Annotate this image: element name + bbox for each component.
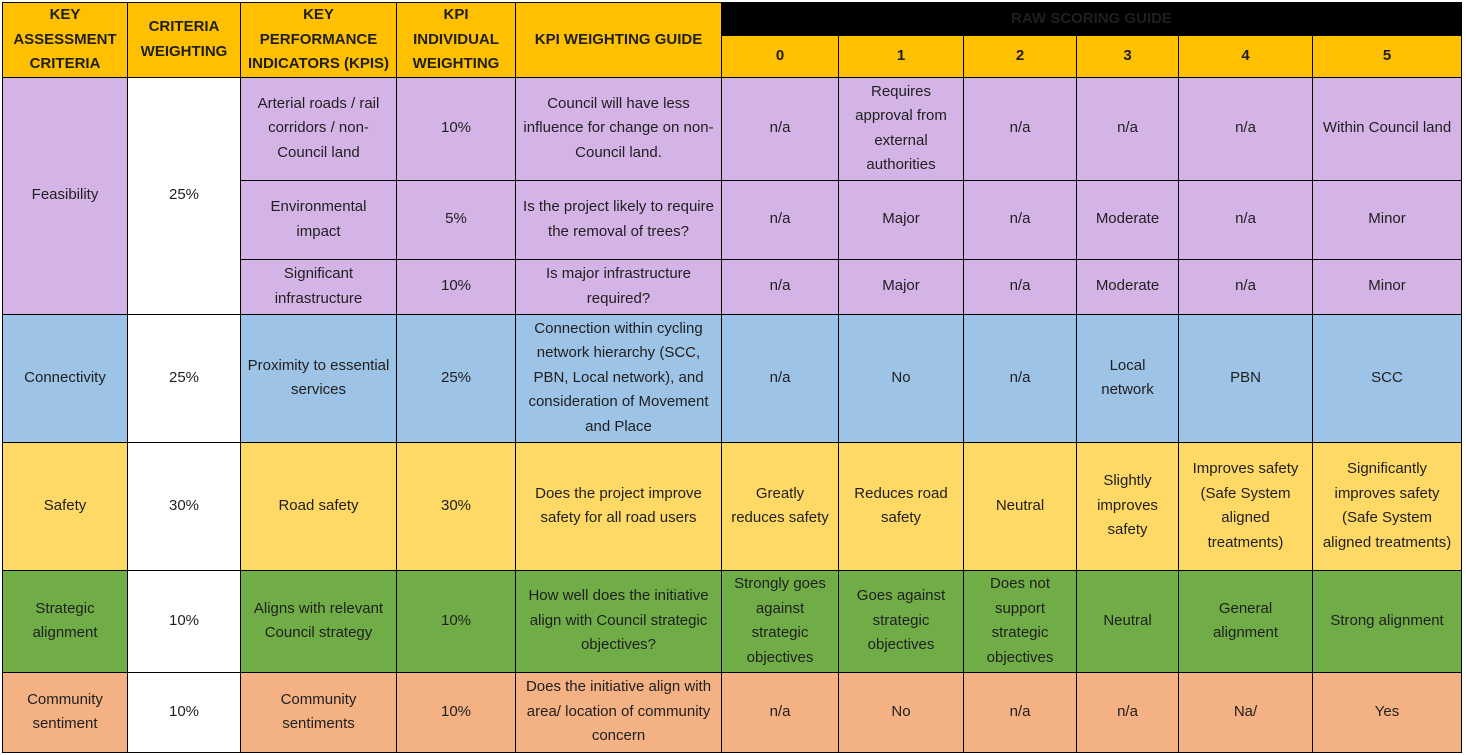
score-cell: Slightly improves safety [1077, 442, 1179, 570]
score-cell: Goes against strategic objectives [839, 570, 964, 672]
table-row [3, 314, 1462, 442]
score-cell: n/a [1077, 672, 1179, 752]
score-cell: n/a [964, 672, 1077, 752]
score-cell: Reduces road safety [839, 442, 964, 570]
score-cell: Yes [1313, 672, 1462, 752]
score-cell: n/a [1179, 77, 1313, 180]
criteria-community-sentiment: Community sentiment [3, 672, 128, 752]
kpi-guide-cell: Is the project likely to require the removal of trees? [516, 180, 722, 259]
table-row [3, 570, 1462, 672]
header-criteria-weighting: CRITERIA WEIGHTING [128, 3, 241, 78]
kpi-guide-cell: Is major infrastructure required? [516, 259, 722, 314]
header-kpi-weighting: KPI INDIVIDUAL WEIGHTING [397, 3, 516, 78]
kpi-weight-cell: 10% [397, 77, 516, 180]
score-cell: Within Council land [1313, 77, 1462, 180]
score-cell: Major [839, 180, 964, 259]
header-kpi-guide: KPI WEIGHTING GUIDE [516, 3, 722, 78]
kpi-weight-cell: 25% [397, 314, 516, 442]
kpi-weight-cell: 30% [397, 442, 516, 570]
header-raw-scoring-guide: RAW SCORING GUIDE [722, 3, 1462, 36]
score-cell: Neutral [964, 442, 1077, 570]
kpi-cell: Environmental impact [241, 180, 397, 259]
score-cell: n/a [722, 314, 839, 442]
score-cell: n/a [964, 259, 1077, 314]
criteria-connectivity: Connectivity [3, 314, 128, 442]
kpi-guide-cell: Council will have less influence for change on non-Council land. [516, 77, 722, 180]
score-cell: n/a [1077, 77, 1179, 180]
score-header-3: 3 [1077, 36, 1179, 77]
score-cell: Moderate [1077, 259, 1179, 314]
score-cell: No [839, 672, 964, 752]
criteria-strategic-alignment: Strategic alignment [3, 570, 128, 672]
score-cell: Neutral [1077, 570, 1179, 672]
score-cell: n/a [964, 180, 1077, 259]
score-cell: n/a [722, 259, 839, 314]
score-header-2: 2 [964, 36, 1077, 77]
criteria-weighting-safety: 30% [128, 442, 241, 570]
criteria-weighting-strategic-alignment: 10% [128, 570, 241, 672]
score-cell: No [839, 314, 964, 442]
kpi-cell: Arterial roads / rail corridors / non-Council land [241, 77, 397, 180]
criteria-weighting-community-sentiment: 10% [128, 672, 241, 752]
score-cell: Moderate [1077, 180, 1179, 259]
kpi-cell: Road safety [241, 442, 397, 570]
score-cell: Significantly improves safety (Safe System aligned treatments) [1313, 442, 1462, 570]
table-row [3, 77, 1462, 180]
score-cell: General alignment [1179, 570, 1313, 672]
kpi-cell: Significant infrastructure [241, 259, 397, 314]
score-cell: n/a [1179, 259, 1313, 314]
score-cell: Na/ [1179, 672, 1313, 752]
table-row [3, 672, 1462, 752]
score-cell: Improves safety (Safe System aligned treatments) [1179, 442, 1313, 570]
score-header-4: 4 [1179, 36, 1313, 77]
kpi-guide-cell: How well does the initiative align with Council strategic objectives? [516, 570, 722, 672]
kpi-cell: Community sentiments [241, 672, 397, 752]
kpi-guide-cell: Connection within cycling network hierarchy (SCC, PBN, Local network), and consideration of Movement and Place [516, 314, 722, 442]
score-cell: n/a [722, 672, 839, 752]
header-kpis: KEY PERFORMANCE INDICATORS (KPIS) [241, 3, 397, 78]
score-header-5: 5 [1313, 36, 1462, 77]
criteria-safety: Safety [3, 442, 128, 570]
kpi-weight-cell: 10% [397, 259, 516, 314]
score-cell: Major [839, 259, 964, 314]
kpi-weight-cell: 5% [397, 180, 516, 259]
score-cell: n/a [964, 314, 1077, 442]
score-cell: Does not support strategic objectives [964, 570, 1077, 672]
kpi-cell: Aligns with relevant Council strategy [241, 570, 397, 672]
score-cell: Strongly goes against strategic objectives [722, 570, 839, 672]
score-cell: n/a [722, 77, 839, 180]
table-row [3, 442, 1462, 570]
kpi-weight-cell: 10% [397, 672, 516, 752]
score-cell: n/a [964, 77, 1077, 180]
score-cell: Strong alignment [1313, 570, 1462, 672]
score-cell: Requires approval from external authorities [839, 77, 964, 180]
score-cell: Minor [1313, 180, 1462, 259]
score-cell: Minor [1313, 259, 1462, 314]
score-cell: Greatly reduces safety [722, 442, 839, 570]
criteria-weighting-feasibility: 25% [128, 77, 241, 314]
score-cell: SCC [1313, 314, 1462, 442]
score-cell: Local network [1077, 314, 1179, 442]
score-cell: n/a [722, 180, 839, 259]
score-header-1: 1 [839, 36, 964, 77]
criteria-feasibility: Feasibility [3, 77, 128, 314]
score-cell: n/a [1179, 180, 1313, 259]
score-cell: PBN [1179, 314, 1313, 442]
kpi-weight-cell: 10% [397, 570, 516, 672]
kpi-cell: Proximity to essential services [241, 314, 397, 442]
header-key-criteria: KEY ASSESSMENT CRITERIA [3, 3, 128, 78]
kpi-guide-cell: Does the initiative align with area/ location of community concern [516, 672, 722, 752]
criteria-weighting-connectivity: 25% [128, 314, 241, 442]
scoring-table [2, 2, 1462, 753]
kpi-guide-cell: Does the project improve safety for all road users [516, 442, 722, 570]
score-header-0: 0 [722, 36, 839, 77]
